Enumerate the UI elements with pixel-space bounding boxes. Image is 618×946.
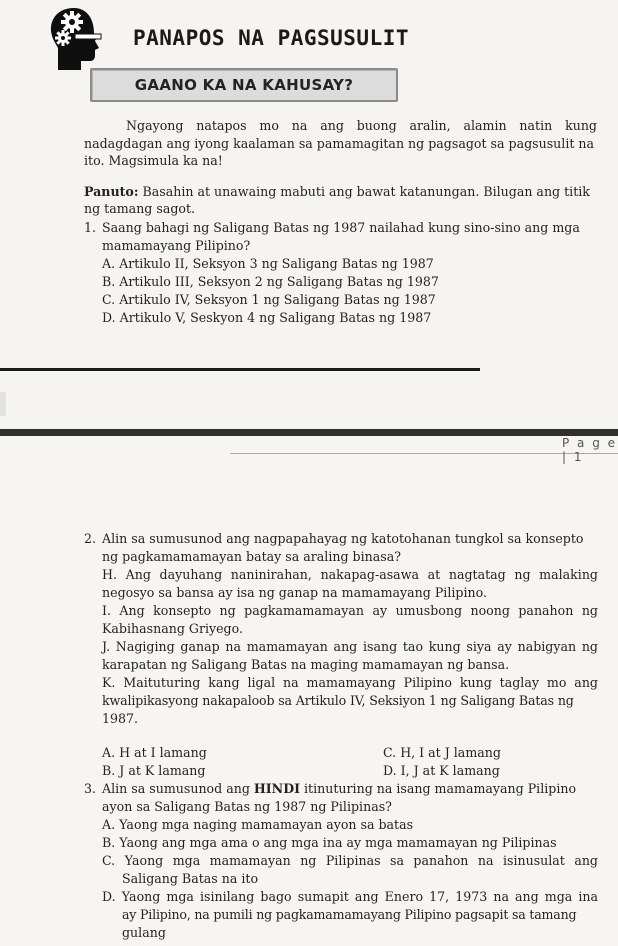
q3-choice-d-line-2: ay Pilipino, na pumili ng pagkamamamayang Pilipino pagsapit sa tamang (122, 907, 577, 922)
q1-line-2: mamamayang Pilipino? (102, 238, 251, 253)
q2-line-1: Alin sa sumusunod ang nagpapahayag ng katotohanan tungkol sa konsepto (102, 531, 584, 546)
q1-line-1: Saang bahagi ng Saligang Batas ng 1987 nailahad kung sino-sino ang mga (102, 220, 580, 235)
intro-line-2: nadagdagan ang iyong kaalaman sa pamamagitan ng pagsagot sa pagsusulit na (84, 136, 595, 151)
q3-choice-c-line-2: Saligang Batas na ito (122, 871, 259, 886)
q2-choice-a: A. H at I lamang (102, 745, 207, 760)
q3-number: 3. (84, 781, 97, 796)
directions-line-1 (84, 183, 604, 201)
margin-mark (0, 392, 6, 416)
subtitle-text: GAANO KA NA KAHUSAY? (134, 76, 354, 94)
q2-number: 2. (84, 531, 97, 546)
q2-statement-h-line-1: H. Ang dayuhang naninirahan, nakapag-asawa at nagtatag ng malaking (102, 567, 598, 582)
q3-choice-d-line-1: D. Yaong mga isinilang bago sumapit ang Enero 17, 1973 na ang mga ina (102, 889, 598, 904)
q2-statement-k-line-3: 1987. (102, 711, 139, 726)
q2-statement-k-line-1: K. Maituturing kang ligal na mamamayang Pilipino kung taglay mo ang (102, 675, 598, 690)
q2-choice-d: D. I, J at K lamang (383, 763, 500, 778)
head-gears-icon (48, 6, 106, 72)
page-break-band (0, 429, 618, 436)
q1-choice-c: C. Artikulo IV, Seksyon 1 ng Saligang Batas ng 1987 (102, 292, 436, 307)
q1-choice-a: A. Artikulo II, Seksyon 3 ng Saligang Batas ng 1987 (102, 256, 434, 271)
q2-statement-k-line-2: kwalipikasyong nakapaloob sa Artikulo IV, Seksiyon 1 ng Saligang Batas ng (102, 693, 574, 708)
directions-line-2: ng tamang sagot. (84, 201, 196, 216)
q2-statement-i-line-1: I. Ang konsepto ng pagkamamamayan ay umusbong noong panahon ng (102, 603, 598, 618)
q3-line-1 (102, 780, 602, 798)
subtitle-banner (90, 68, 398, 102)
page-divider-rule (0, 368, 480, 371)
q2-statement-h-line-2: negosyo sa bansa ay isa ng ganap na mamamayang Pilipino. (102, 585, 487, 600)
q1-choice-b: B. Artikulo III, Seksyon 2 ng Saligang Batas ng 1987 (102, 274, 439, 289)
q3-line-1-pre: Alin sa sumusunod ang (102, 781, 254, 796)
q3-line-1-emphasis: HINDI (253, 781, 301, 796)
q2-choice-b: B. J at K lamang (102, 763, 206, 778)
directions-label: Panuto: (84, 184, 139, 199)
q1-choice-d: D. Artikulo V, Seskyon 4 ng Saligang Batas ng 1987 (102, 310, 432, 325)
page-number-label: P a g e | 1 (562, 436, 618, 464)
q3-choice-a: A. Yaong mga naging mamamayan ayon sa batas (102, 817, 414, 832)
q3-line-1-post: itinuturing na isang mamamayang Pilipino (300, 781, 577, 796)
intro-line-3: ito. Magsimula ka na! (84, 153, 223, 168)
intro-line-1: Ngayong natapos mo na ang buong aralin, alamin natin kung (126, 118, 597, 133)
q2-statement-i-line-2: Kabihasnang Griyego. (102, 621, 243, 636)
q2-statement-j-line-2: karapatan ng Saligang Batas na maging mamamayan ng bansa. (102, 657, 510, 672)
q3-line-2: ayon sa Saligang Batas ng 1987 ng Pilipinas? (102, 799, 392, 814)
directions-text: Basahin at unawaing mabuti ang bawat katanungan. Bilugan ang titik (142, 184, 590, 199)
q2-line-2: ng pagkamamamayan batay sa araling binasa? (102, 549, 401, 564)
q2-statement-j-line-1: J. Nagiging ganap na mamamayan ang isang tao kung siya ay nabigyan ng (102, 639, 598, 654)
q3-choice-d-line-3: gulang (122, 925, 166, 940)
q1-number: 1. (84, 220, 97, 235)
page-title: PANAPOS NA PAGSUSULIT (133, 26, 410, 50)
q2-choice-c: C. H, I at J lamang (383, 745, 501, 760)
q3-choice-c-line-1: C. Yaong mga mamamayan ng Pilipinas sa panahon na isinusulat ang (102, 853, 598, 868)
page-footer-line (230, 453, 618, 454)
q3-choice-b: B. Yaong ang mga ama o ang mga ina ay mga mamamayan ng Pilipinas (102, 835, 557, 850)
